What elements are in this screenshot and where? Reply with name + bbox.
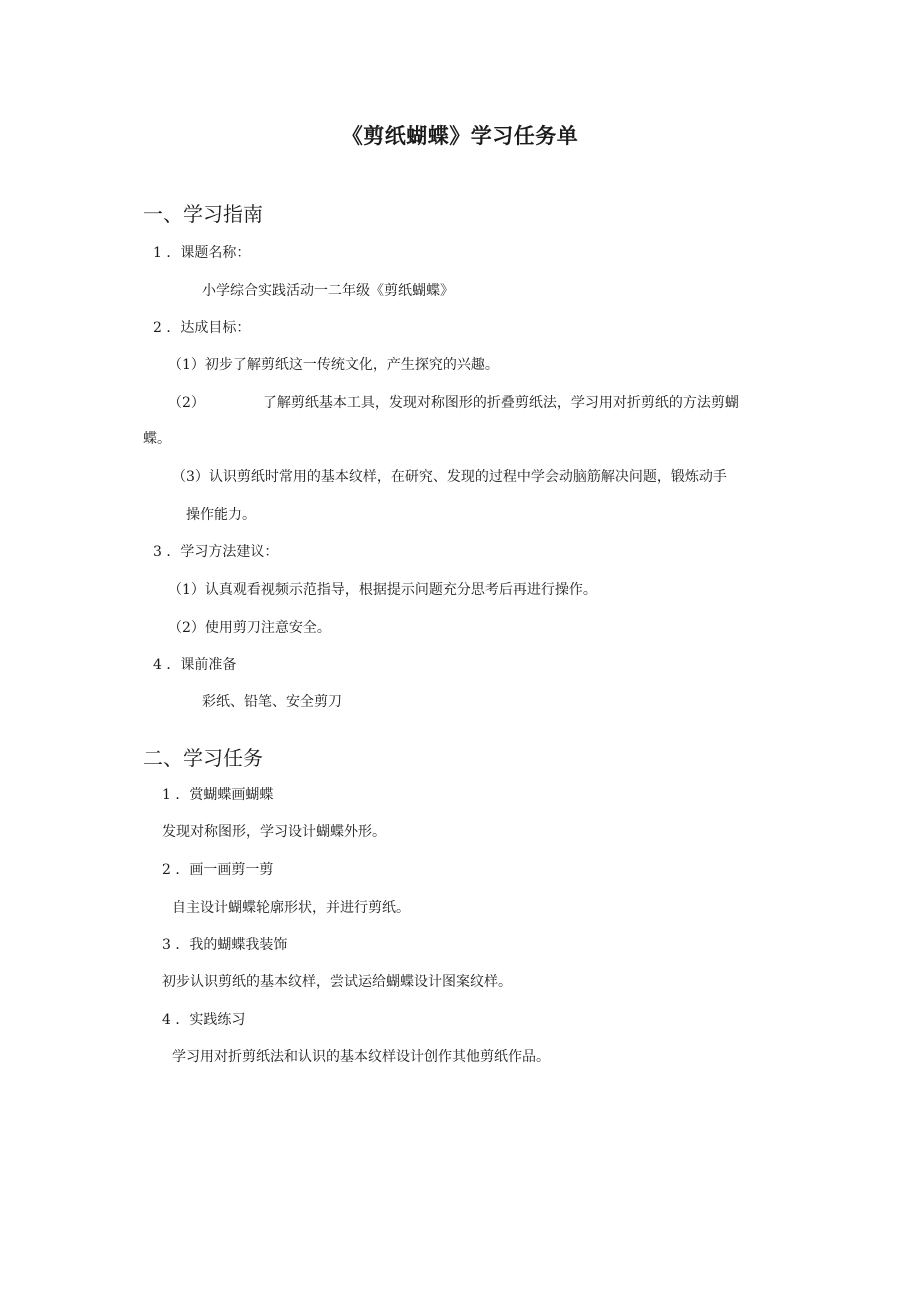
method-2: （2）使用剪刀注意安全。 [168,620,331,636]
section-heading-tasks: 二、学习任务 [143,746,263,770]
guide-item-1-content: 小学综合实践活动一二年级《剪纸蝴蝶》 [202,283,454,299]
method-1: （1）认真观看视频示范指导，根据提示问题充分思考后再进行操作。 [168,582,597,598]
guide-item-1-label: 1 ．课题名称： [153,245,251,261]
goal-3: （3）认识剪纸时常用的基本纹样，在研究、发现的过程中学会动脑筋解决问题，锻炼动手 [172,469,727,485]
guide-item-4-label: 4 ．课前准备 [153,657,237,673]
task-3-content: 初步认识剪纸的基本纹样，尝试运给蝴蝶设计图案纹样。 [162,974,512,990]
document-title: 《剪纸蝴蝶》学习任务单 [341,124,579,148]
goal-2-continuation: 蝶。 [143,431,171,447]
task-4-content: 学习用对折剪纸法和认识的基本纹样设计创作其他剪纸作品。 [172,1049,550,1065]
task-4-label: 4 ．实践练习 [162,1012,246,1028]
goal-2-prefix: （2） [168,395,205,411]
task-1-label: 1 ．赏蝴蝶画蝴蝶 [162,787,274,803]
guide-item-2-label: 2 ．达成目标： [153,320,251,336]
goal-2 [168,393,739,413]
task-3-label: 3 ．我的蝴蝶我装饰 [162,937,288,953]
guide-item-4-content: 彩纸、铅笔、安全剪刀 [202,694,342,710]
task-1-content: 发现对称图形，学习设计蝴蝶外形。 [162,824,386,840]
goal-3-continuation: 操作能力。 [186,507,256,523]
goal-2-text: 了解剪纸基本工具，发现对称图形的折叠剪纸法，学习用对折剪纸的方法剪蝴 [262,395,739,411]
task-2-label: 2 ．画一画剪一剪 [162,862,274,878]
task-2-content: 自主设计蝴蝶轮廓形状，并进行剪纸。 [172,900,410,916]
guide-item-3-label: 3 ．学习方法建议： [153,544,279,560]
goal-1: （1）初步了解剪纸这一传统文化，产生探究的兴趣。 [168,357,499,373]
section-heading-guide: 一、学习指南 [143,202,263,226]
